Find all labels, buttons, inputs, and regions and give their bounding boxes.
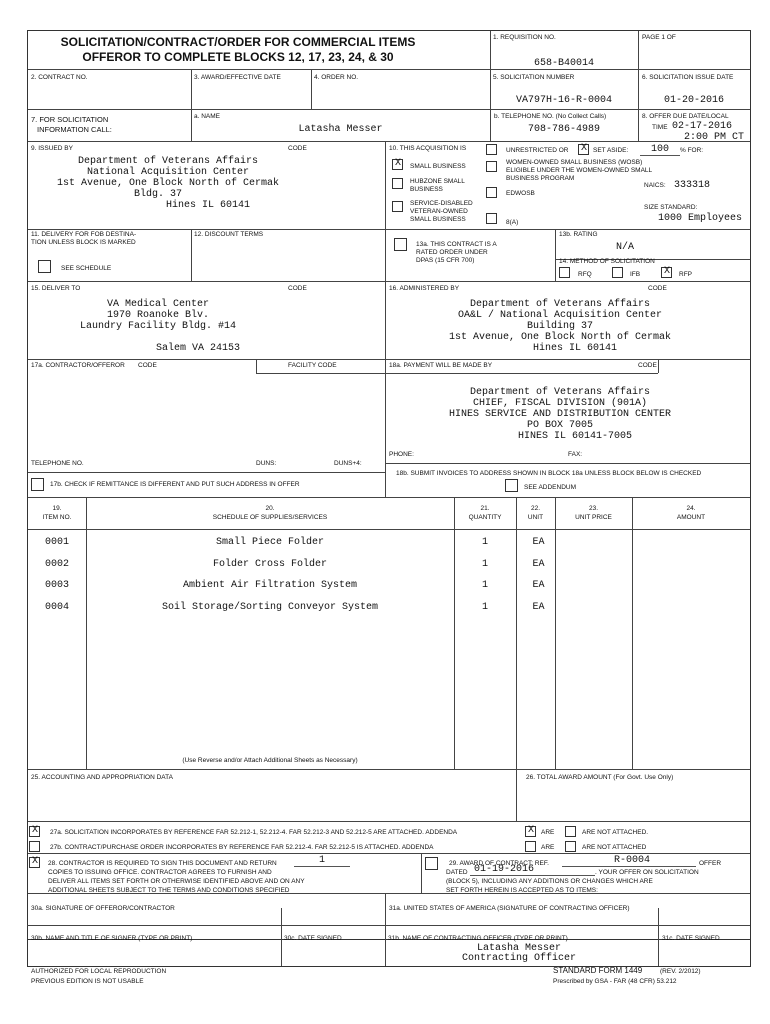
- clause-27b-checkbox[interactable]: [29, 841, 40, 852]
- rfq-label: RFQ: [578, 271, 592, 278]
- issued-by-label: 9. ISSUED BY: [31, 145, 73, 152]
- deliver-to-line-1: VA Medical Center: [106, 299, 210, 310]
- rating-label: 13b. RATING: [559, 231, 598, 238]
- issued-by-line-1: Department of Veterans Affairs: [77, 156, 259, 167]
- deliver-to-code-label: CODE: [288, 285, 307, 292]
- for-solicitation-label: 7. FOR SOLICITATION: [31, 115, 109, 124]
- requisition-label: 1. REQUISITION NO.: [493, 34, 556, 41]
- clause-27a-are-checkbox[interactable]: [525, 826, 536, 837]
- size-standard-label: SIZE STANDARD:: [644, 204, 698, 211]
- set-aside-check-mark: X: [580, 143, 587, 154]
- form-title-line1: SOLICITATION/CONTRACT/ORDER FOR COMMERCIAL ITEMS: [60, 35, 416, 49]
- eight-a-label: 8(A): [506, 219, 519, 226]
- unrestricted-label: UNRESTRICTED OR: [506, 147, 569, 154]
- order-no-label: 4. ORDER NO.: [314, 74, 359, 81]
- clause-27a-are-check-mark: X: [527, 825, 534, 836]
- clause-29-label: 29. AWARD OF CONTRACT: REF.: [449, 860, 549, 867]
- clause-27a-not-attached-label: ARE NOT ATTACHED.: [582, 829, 649, 836]
- contractor-telephone-label: TELEPHONE NO.: [31, 460, 84, 467]
- offer-due-label: 8. OFFER DUE DATE/LOCAL: [642, 113, 729, 120]
- item-unit: EA: [532, 537, 545, 548]
- administered-by-line-2: OA&L / National Acquisition Center: [457, 310, 663, 321]
- clause-29-ref[interactable]: R-0004: [613, 855, 650, 866]
- rfp-check-mark: X: [663, 266, 670, 277]
- sdvosb-checkbox[interactable]: [392, 201, 403, 212]
- signature-31b-label: 31b. NAME OF CONTRACTING OFFICER (TYPE OR PRINT): [388, 935, 568, 942]
- footer-prescribed: Prescribed by GSA - FAR (48 CFR) 53.212: [553, 978, 677, 985]
- solicitation-number-label: 5. SOLICITATION NUMBER: [493, 74, 575, 81]
- sf1449-form: [27, 30, 751, 940]
- rated-order-label: 13a. THIS CONTRACT IS A RATED ORDER UNDER DPAS (15 CFR 700): [416, 241, 497, 264]
- accounting-label: 25. ACCOUNTING AND APPROPRIATION DATA: [31, 774, 173, 781]
- item-unit: EA: [532, 602, 545, 613]
- deliver-to-line-3: Laundry Facility Bldg. #14: [79, 321, 237, 332]
- signature-31a-label: 31a. UNITED STATES OF AMERICA (SIGNATURE OF CONTRACTING OFFICER): [389, 905, 630, 912]
- name-value[interactable]: Latasha Messer: [298, 124, 383, 135]
- clause-27b-not-attached-checkbox[interactable]: [565, 841, 576, 852]
- clause-27a-label: 27a. SOLICITATION INCORPORATES BY REFERENCE FAR 52.212-1, 52.212-4. FAR 52.212-3 AND 52.212-5 ARE ATTACHED. ADDENDA: [50, 829, 458, 836]
- solicitation-number-value[interactable]: VA797H-16-R-0004: [515, 95, 612, 106]
- item-number: 0001: [45, 537, 70, 548]
- footer-form-rev: (REV. 2/2012): [660, 968, 701, 975]
- item-no-header: ITEM NO.: [42, 514, 72, 521]
- see-schedule-checkbox[interactable]: [38, 260, 51, 273]
- payment-code-label: CODE: [638, 362, 657, 369]
- item-description: Folder Cross Folder: [212, 559, 328, 570]
- item-description: Ambient Air Filtration System: [182, 580, 358, 591]
- payment-line-2: CHIEF, FISCAL DIVISION (901A): [472, 398, 648, 409]
- signature-30c-label: 30c. DATE SIGNED: [284, 935, 342, 942]
- item-number: 0003: [45, 580, 70, 591]
- remittance-label: 17b. CHECK IF REMITTANCE IS DIFFERENT AND PUT SUCH ADDRESS IN OFFER: [50, 481, 300, 488]
- clause-28-line-4: ADDITIONAL SHEETS SUBJECT TO THE TERMS AND CONDITIONS SPECIFIED: [48, 887, 290, 894]
- rfp-checkbox[interactable]: [661, 267, 672, 278]
- sdvosb-label: SERVICE-DISABLED VETERAN-OWNED SMALL BUSINESS: [410, 200, 473, 223]
- payment-line-3: HINES SERVICE AND DISTRIBUTION CENTER: [448, 409, 672, 420]
- amount-header: AMOUNT: [676, 514, 706, 521]
- clause-28-line-3: DELIVER ALL ITEMS SET FORTH OR OTHERWISE IDENTIFIED ABOVE AND ON ANY: [48, 878, 305, 885]
- solicitation-date-label: 6. SOLICITATION ISSUE DATE: [642, 74, 734, 81]
- small-business-label: SMALL BUSINESS: [410, 163, 466, 170]
- clause-29-offer: OFFER: [699, 860, 722, 867]
- naics-label: NAICS:: [644, 182, 666, 189]
- footer-form-name: STANDARD FORM 1449: [553, 966, 643, 975]
- administered-by-label: 16. ADMINISTERED BY: [389, 285, 460, 292]
- time-label: TIME: [652, 124, 668, 131]
- clause-29-date[interactable]: 01-19-2016: [474, 864, 535, 875]
- deliver-to-city: Salem VA 24153: [155, 343, 240, 354]
- clause-27a-checkbox[interactable]: [29, 826, 40, 837]
- clause-29-dated: DATED: [446, 869, 468, 876]
- footer-previous-edition: PREVIOUS EDITION IS NOT USABLE: [31, 978, 144, 985]
- item-description: Soil Storage/Sorting Conveyor System: [161, 602, 379, 613]
- schedule-header-num: 20.: [265, 505, 275, 512]
- see-addendum-checkbox[interactable]: [505, 479, 518, 492]
- payment-line-5: HINES IL 60141-7005: [517, 431, 633, 442]
- information-call-label: INFORMATION CALL:: [37, 125, 112, 134]
- delivery-fob-label: 11. DELIVERY FOR FOB DESTINA- TION UNLESS BLOCK IS MARKED: [31, 231, 137, 246]
- award-date-label: 3. AWARD/EFFECTIVE DATE: [194, 74, 281, 81]
- see-schedule-label: SEE SCHEDULE: [61, 265, 112, 272]
- solicitation-date-value[interactable]: 01-20-2016: [663, 95, 724, 106]
- signature-31c-label: 31c. DATE SIGNED: [662, 935, 720, 942]
- clause-29-checkbox[interactable]: [425, 857, 438, 870]
- payment-line-1: Department of Veterans Affairs: [469, 387, 651, 398]
- total-award-label: 26. TOTAL AWARD AMOUNT (For Govt. Use Only): [526, 774, 674, 781]
- clause-29-line-3: SET FORTH HEREIN IS ACCEPTED AS TO ITEMS:: [446, 887, 598, 894]
- unrestricted-checkbox[interactable]: [486, 144, 497, 155]
- offer-due-date[interactable]: 02-17-2016: [672, 121, 733, 132]
- clause-27b-not-attached-label: ARE NOT ATTACHED: [582, 844, 647, 851]
- percent-for-label: % FOR:: [680, 147, 704, 154]
- unit-price-header-num: 23.: [588, 505, 599, 512]
- issued-by-code-label: CODE: [288, 145, 307, 152]
- submit-invoices-label: 18b. SUBMIT INVOICES TO ADDRESS SHOWN IN BLOCK 18a UNLESS BLOCK BELOW IS CHECKED: [396, 470, 702, 477]
- set-aside-checkbox[interactable]: [578, 144, 589, 155]
- rfq-checkbox[interactable]: [559, 267, 570, 278]
- discount-terms-label: 12. DISCOUNT TERMS: [194, 231, 264, 238]
- hubzone-label: HUBZONE SMALL BUSINESS: [410, 178, 465, 193]
- wosb-checkbox[interactable]: [486, 161, 497, 172]
- quantity-header: QUANTITY: [468, 514, 502, 521]
- set-aside-percent[interactable]: 100: [650, 144, 669, 155]
- ifb-checkbox[interactable]: [612, 267, 623, 278]
- clause-27b-are-label: ARE: [541, 844, 555, 851]
- item-quantity: 1: [481, 602, 488, 613]
- administered-by-line-4: 1st Avenue, One Block North of Cermak: [448, 332, 672, 343]
- offer-due-time[interactable]: 2:00 PM CT: [684, 132, 745, 143]
- page-label: PAGE 1 OF: [642, 34, 676, 41]
- administered-by-line-1: Department of Veterans Affairs: [469, 299, 651, 310]
- rated-order-checkbox[interactable]: [394, 238, 407, 251]
- issued-by-line-4: Bldg. 37: [133, 189, 182, 200]
- small-business-checkbox[interactable]: [392, 159, 403, 170]
- clause-29-line-2: (BLOCK 5), INCLUDING ANY ADDITIONS OR CHANGES WHICH ARE: [446, 878, 653, 885]
- contractor-label: 17a. CONTRACTOR/OFFEROR: [31, 362, 125, 369]
- deliver-to-label: 15. DELIVER TO: [31, 285, 81, 292]
- small-business-check-mark: X: [394, 158, 401, 169]
- signature-30a-label: 30a. SIGNATURE OF OFFEROR/CONTRACTOR: [31, 905, 175, 912]
- hubzone-checkbox[interactable]: [392, 178, 403, 189]
- item-number: 0002: [45, 559, 70, 570]
- requisition-value[interactable]: 658-B40014: [533, 58, 594, 69]
- clause-27b-are-checkbox[interactable]: [525, 841, 536, 852]
- duns-label: DUNS:: [256, 460, 277, 467]
- payment-label: 18a. PAYMENT WILL BE MADE BY: [389, 362, 493, 369]
- clause-27b-label: 27b. CONTRACT/PURCHASE ORDER INCORPORATES BY REFERENCE FAR 52.212-4. FAR 52.212-5 IS ATTACHED. ADDENDA: [50, 844, 434, 851]
- clause-29-tail: . YOUR OFFER ON SOLICITATION: [595, 869, 699, 876]
- administered-by-code-label: CODE: [648, 285, 667, 292]
- deliver-to-line-2: 1970 Roanoke Blv.: [106, 310, 210, 321]
- issued-by-line-5: Hines IL 60141: [165, 200, 250, 211]
- unit-header-num: 22.: [530, 505, 541, 512]
- duns-plus4-label: DUNS+4:: [334, 460, 362, 467]
- name-label: a. NAME: [194, 113, 221, 120]
- ifb-label: IFB: [630, 271, 641, 278]
- footer-authorized: AUTHORIZED FOR LOCAL REPRODUCTION: [31, 968, 167, 975]
- item-unit: EA: [532, 580, 545, 591]
- schedule-header: SCHEDULE OF SUPPLIES/SERVICES: [212, 514, 328, 521]
- schedule-footer-note: (Use Reverse and/or Attach Additional Sheets as Necessary): [182, 757, 358, 764]
- item-quantity: 1: [481, 559, 488, 570]
- set-aside-label: SET ASIDE:: [593, 147, 629, 154]
- edwosb-label: EDWOSB: [506, 190, 535, 197]
- payment-line-4: PO BOX 7005: [526, 420, 593, 431]
- payment-phone-label: PHONE:: [389, 451, 414, 458]
- rating-value[interactable]: N/A: [615, 242, 634, 253]
- telephone-value[interactable]: 708-786-4989: [527, 124, 600, 135]
- unit-price-header: UNIT PRICE: [575, 514, 612, 521]
- contractor-code-label: CODE: [138, 362, 157, 369]
- method-solicitation-label: 14. METHOD OF SOLICITATION: [559, 258, 655, 265]
- wosb-label: WOMEN-OWNED SMALL BUSINESS (WOSB) ELIGIBLE UNDER THE WOMEN-OWNED SMALL BUSINESS PROGRAM: [506, 159, 652, 182]
- contracting-officer-name[interactable]: Latasha Messer: [476, 943, 561, 954]
- clause-28-label: 28. CONTRACTOR IS REQUIRED TO SIGN THIS DOCUMENT AND RETURN: [48, 860, 277, 867]
- administered-by-line-3: Building 37: [526, 321, 593, 332]
- acquisition-label: 10. THIS ACQUISITION IS: [389, 145, 467, 152]
- item-quantity: 1: [481, 580, 488, 591]
- facility-code-label: FACILITY CODE: [288, 362, 337, 369]
- unit-header: UNIT: [527, 514, 544, 521]
- clause-27a-not-attached-checkbox[interactable]: [565, 826, 576, 837]
- amount-header-num: 24.: [686, 505, 696, 512]
- naics-value[interactable]: 333318: [674, 180, 711, 191]
- clause-27a-check-mark: X: [31, 825, 38, 836]
- contracting-officer-title[interactable]: Contracting Officer: [461, 953, 577, 964]
- clause-28-line-2: COPIES TO ISSUING OFFICE. CONTRACTOR AGREES TO FURNISH AND: [48, 869, 272, 876]
- clause-28-copies[interactable]: 1: [318, 855, 325, 866]
- contract-no-label: 2. CONTRACT NO.: [31, 74, 88, 81]
- quantity-header-num: 21.: [480, 505, 490, 512]
- see-addendum-label: SEE ADDENDUM: [524, 484, 577, 491]
- edwosb-checkbox[interactable]: [486, 187, 497, 198]
- item-no-header-num: 19.: [52, 505, 62, 512]
- issued-by-line-2: National Acquisition Center: [86, 167, 250, 178]
- issued-by-line-3: 1st Avenue, One Block North of Cermak: [56, 178, 280, 189]
- item-unit: EA: [532, 559, 545, 570]
- item-description: Small Piece Folder: [215, 537, 325, 548]
- clause-28-check-mark: X: [31, 856, 38, 867]
- form-title-line2: OFFEROR TO COMPLETE BLOCKS 12, 17, 23, 24, & 30: [82, 50, 394, 64]
- payment-fax-label: FAX:: [568, 451, 583, 458]
- rfp-label: RFP: [679, 271, 692, 278]
- remittance-checkbox[interactable]: [31, 478, 44, 491]
- signature-30b-label: 30b. NAME AND TITLE OF SIGNER (TYPE OR PRINT): [31, 935, 193, 942]
- clause-28-checkbox[interactable]: [29, 857, 40, 868]
- eight-a-checkbox[interactable]: [486, 213, 497, 224]
- administered-by-line-5: Hines IL 60141: [532, 343, 617, 354]
- item-quantity: 1: [481, 537, 488, 548]
- telephone-label: b. TELEPHONE NO. (No Collect Calls): [494, 113, 607, 120]
- item-number: 0004: [45, 602, 70, 613]
- size-standard-value[interactable]: 1000 Employees: [658, 213, 743, 224]
- clause-27a-are-label: ARE: [541, 829, 555, 836]
